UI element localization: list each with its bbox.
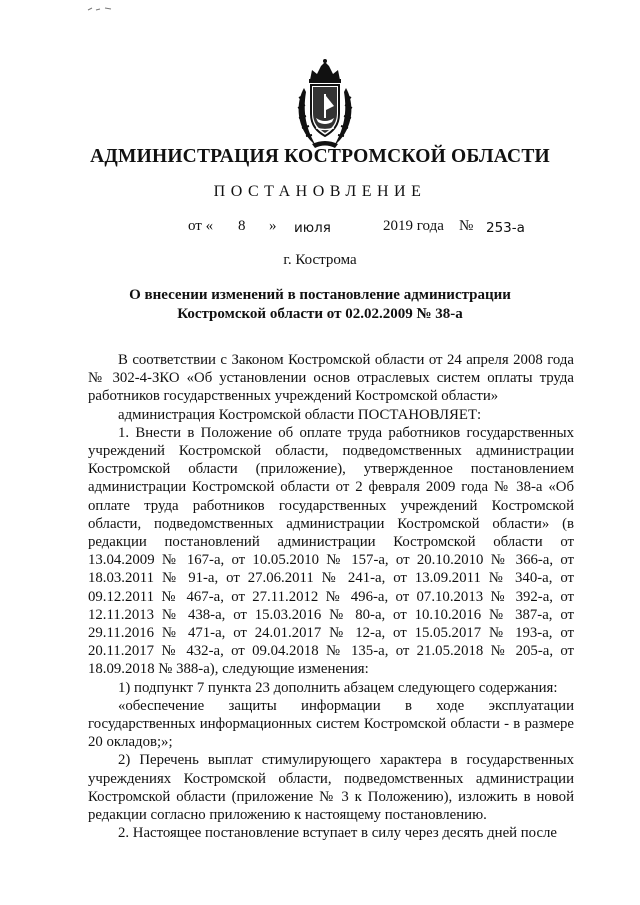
date-month: июля [294, 220, 331, 236]
body-paragraph: администрация Костромской области ПОСТАНОВЛЯЕТ: [118, 406, 482, 423]
body-paragraph: 2. Настоящее постановление вступает в силу через десять дней после [118, 825, 557, 842]
date-closing-quote: » [269, 218, 277, 234]
scan-mark [87, 6, 113, 12]
organization-title: АДМИНИСТРАЦИЯ КОСТРОМСКОЙ ОБЛАСТИ [90, 146, 550, 167]
date-day: 8 [238, 218, 246, 234]
coat-of-arms-emblem [290, 58, 360, 150]
body-paragraph: 1) подпункт 7 пункта 23 дополнить абзацем следующего содержания: [118, 679, 558, 696]
subject-line-1: О внесении изменений в постановление администрации [129, 287, 511, 303]
document-type: ПОСТАНОВЛЕНИЕ [213, 183, 427, 200]
date-prefix: от « [188, 218, 214, 234]
city-name: г. Кострома [283, 252, 357, 268]
number-sign: № [459, 218, 474, 234]
date-year: 2019 года [383, 218, 444, 234]
body-paragraph: 2) Перечень выплат стимулирующего характера в государственных учреждениях Костромской области, подведомственных администрации Костромской области (приложение № 3 к Положению), изложить в новой редакции согласно приложению к настоящему постановлению. [88, 752, 574, 824]
body-paragraph: В соответствии с Законом Костромской области от 24 апреля 2008 года № 302-4-ЗКО «Об установлении основ отраслевых систем оплаты труда работников государственных учреждений Костромской области» [88, 352, 574, 405]
document-body [88, 351, 574, 842]
subject-line-2: Костромской области от 02.02.2009 № 38-а [177, 306, 463, 322]
document-number: 253-а [486, 220, 525, 236]
body-paragraph: «обеспечение защиты информации в ходе эксплуатации государственных информационных систем Костромской области - в размере 20 окладов;»; [88, 697, 574, 751]
document-subject [110, 286, 530, 324]
body-paragraph: 1. Внести в Положение об оплате труда работников государственных учреждений Костромской области, подведомственных администрации Костромской области (приложение), утвержденное постановлением администрации Костромской области от 2 февраля 2009 года № 38-а «Об оплате труда работников государственных учреждений Костромской области, подведомственных администрации Костромской области» (в редакции постановлений администрации Костромской области от 13.04.2009 № 167-а, от 10.05.2010 № 157-а, от 20.10.2010 № 366-а, от 18.03.2011 № 91-а, от 27.06.2011 № 241-а, от 13.09.2011 № 340-а, от 09.12.2011 № 467-а, от 27.11.2012 № 496-а, от 07.10.2013 № 392-а, от 12.11.2013 № 438-а, от 15.03.2016 № 80-а, от 10.10.2016 № 387-а, от 29.11.2016 № 471-а, от 24.01.2017 № 12-а, от 15.05.2017 № 193-а, от 20.11.2017 № 432-а, от 09.04.2018 № 135-а, от 21.05.2018 № 205-а, от 18.09.2018 № 388-а), следующие изменения: [88, 424, 574, 678]
